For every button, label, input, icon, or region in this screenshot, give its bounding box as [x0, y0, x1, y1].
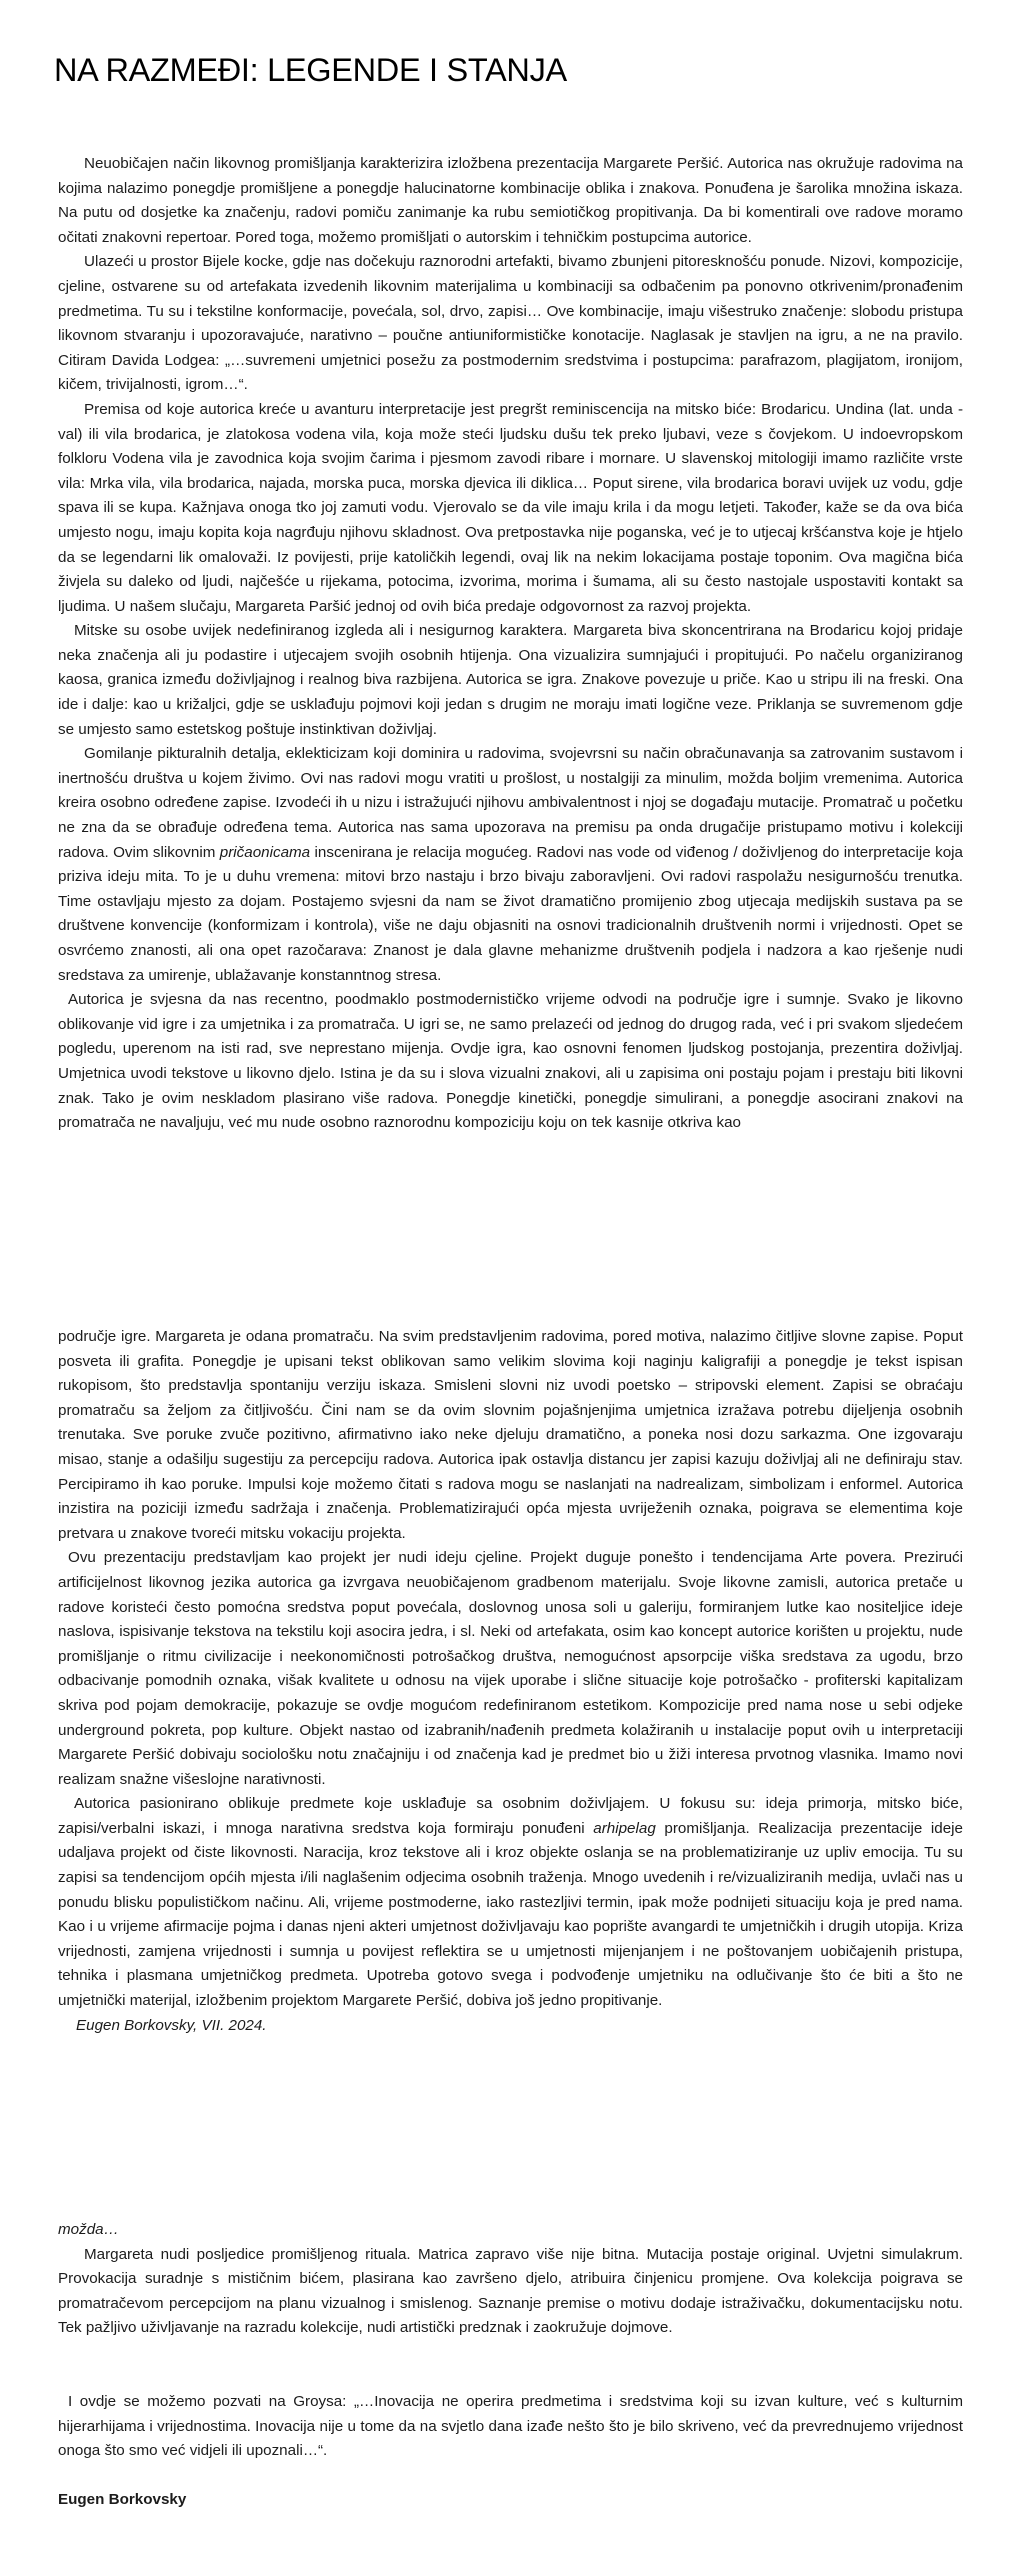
paragraph-intro: Neuobičajen način likovnog promišljanja karakterizira izložbena prezentacija Margarete Peršić. Autorica nas okružuje radovima na kojima nalazimo ponegdje promišljene a ponegdje halucinatorne kombinacije oblika i znakova. Ponuđena je šarolika množina iskaza. Na putu od dosjetke ka značenju, radovi pomiču zanimanje ka rubu semiotičkog propitivanja. Da bi komentirali ove radove moramo očitati znakovni repertoar. Pored toga, možemo promišljati o autorskim i tehničkim postupcima autorice. — [58, 155, 963, 246]
text-run: Gomilanje pikturalnih detalja, eklekticizam koji dominira u radovima, svojevrsni su način obračunavanja sa zatrovanim sustavom i inertnošću društva u kojem živimo. Ovi nas radovi mogu vratiti u prošlost, u nostalgiji za minulim, možda boljim vremenima. Autorica kreira osobno određene zapise. Izvodeći ih u nizu i istražujući njihovu ambivalentnost i njoj se događaju mutacije. Promatrač u početku ne zna da se obrađuje određena tema. Autorica nas sama upozorava na premisu pa onda drugačije pristupamo motivu i kolekciji radova. Ovim slikovnim — [58, 745, 963, 861]
author-signature-dated: Eugen Borkovsky, VII. 2024. — [76, 2016, 267, 2034]
italic-term-arhipelag: arhipelag — [593, 1819, 656, 1837]
essay-section-main — [58, 152, 963, 1136]
paragraph-white-cube: Ulazeći u prostor Bijele kocke, gdje nas dočekuju raznorodni artefakti, bivamo zbunjeni pitoresknošću ponude. Nizovi, kompozicije, cjeline, ostvarene su od artefakata izvedenih likovnim materijalima u kombinaciji sa odbačenim pa ponovno otkrivenim/pronađenim predmetima. Tu su i tekstilne konformacije, povećala, sol, drvo, zapisi… Ove kombinacije, imaju višestruko značenje: slobodu pristupa likovnom stvaranju i upozoravajuće, narativno – poučne antiuniformističke konotacije. Naglasak je stavljen na igru, a ne na pravilo. Citiram Davida Lodgea: „…suvremeni umjetnici posežu za postmodernim sredstvima i postupcima: parafrazom, plagijatom, ironijom, kičem, trivijalnosti, igrom…“. — [58, 253, 963, 394]
essay-section-postscript — [58, 2218, 963, 2341]
paragraph-project-arte-povera: Ovu prezentaciju predstavljam kao projekt jer nudi ideju cjeline. Projekt duguje ponešto i tendencijama Arte povera. Prezirući artificijelnost likovnog jezika autorica ga izvrgava neuobičajenom gradbenom materijalu. Svoje likovne zamisli, autorica pretače u radove koristeći često pomoćna sredstva poput povećala, doslovnog unosa soli u galeriju, formiranjem lutke kao nositeljice ideje naslova, ispisivanje tekstova na tekstilu koji asocira jedra, i sl. Neki od artefakata, osim kao koncept autorice korišten u projektu, nude promišljanje o ritmu civilizacije i neekonomičnosti potrošačkog društva, nemogućnost apsorpcije viška sredstava za ugodu, brzo odbacivanje pomodnih oznaka, višak kvalitete u odnosu na vijek uporabe i slične situacije koje potrošačko - profiterski kapitalizam skriva pod pojam demokracije, pokazuje se ovdje mogućom redefiniranom estetikom. Kompozicije pred nama nose u sebi odjeke underground pokreta, pop kulture. Objekt nastao od izabranih/nađenih predmeta kolažiranih u instalacije poput ovih u interpretaciji Margarete Peršić dobivaju sociološku notu značajniju i od značenja kad je predmet bio u žiži interesa prvotnog vlasnika. Imamo novi realizam snažne višeslojne narativnosti. — [58, 1549, 963, 1788]
paragraph-pictorial-details — [58, 742, 963, 988]
text-run: inscenirana je relacija mogućeg. Radovi nas vode od viđenog / doživljenog do interpretacije koja priziva ideju mita. To je u duhu vremena: mitovi brzo nastaju i brzo bivaju zaboravljeni. Ovi radovi raspolažu nesigurnošću trenutka. Time ostavljaju mjesto za dojam. Postajemo svjesni da nam se život dramatično promijenio zbog utjecaja medijskih sustava pa se društvene konvencije (konformizam i kontrola), više ne daju objasniti na osnovi tradicionalnih društvenih normi i vrijednosti. Opet se osvrćemo znanosti, ali ona opet razočarava: Znanost je dala glavne mehanizme društvenih podjela i nadzora a kao rješenje nudi sredstava za umirenje, ublažavanje konstanntnog stresa. — [58, 843, 963, 984]
paragraph-archipelago — [58, 1792, 963, 2013]
paragraph-play-and-doubt: Autorica je svjesna da nas recentno, poodmaklo postmodernističko vrijeme odvodi na područje igre i sumnje. Svako je likovno oblikovanje vid igre i za umjetnika i za promatrača. U igri se, ne samo prelazeći od jednog do drugog rada, već i pri svakom sljedećem pogledu, uperenom na isti rad, sve neprestano mijenja. Ovdje igra, kao osnovni fenomen ljudskog postojanja, prezentira doživljaj. Umjetnica uvodi tekstove u likovno djelo. Istina je da su i slova vizualni znakovi, ali u zapisima oni postaju pojam i prestaju biti likovni znak. Tako je ovim neskladom plasirano više radova. Ponegdje kinetički, ponegdje simulirani, a ponegdje asocirani znakovi na promatrača ne navaljuju, već mu nude osobno raznorodnu kompoziciju koju on tek kasnije otkriva kao — [58, 991, 963, 1132]
postscript-lead: možda… — [58, 2221, 119, 2238]
text-run: Autorica pasionirano oblikuje predmete koje usklađuje sa osobnim doživljajem. U fokusu su: ideja primorja, mitsko biće, zapisi/verbalni iskazi, i mnoga narativna sredstva koja formiraju ponuđeni — [58, 1795, 963, 1837]
text-run: promišljanja. Realizacija prezentacije ideje udaljava projekt od čiste likovnosti. Naracija, kroz tekstove ali i kroz objekte oslanja se na problematiziranje uz upliv emocija. Tu su zapisi sa tendencijom općih mjesta i/ili naglašenim odjecima osobnih traženja. Mnogo uvedenih i re/vizualiziranih medija, uvlači nas u ponudu blisku populističkom načinu. Ali, vrijeme postmoderne, iako rastezljivi termin, ipak može podnijeti situaciju koja je pred nama. Kao i u vrijeme afirmacije pojma i danas njeni akteri umjetnost doživljavaju kao poprište avangardi te umjetničkih i drugih utopija. Kriza vrijednosti, zamjena vrijednosti i sumnja u povijest reflektira se u umjetnosti mijenjanjem i ne poštovanjem uobičajenih pristupa, tehnika i plasmana umjetničkog predmeta. Upotreba gotovo svega i podvođenje umjetniku na odlučivanje što će biti a što ne umjetnički materijal, izložbenim projektom Margarete Peršić, dobiva još jedno propitivanje. — [58, 1819, 963, 2010]
paragraph-ritual: Margareta nudi posljedice promišljenog rituala. Matrica zapravo više nije bitna. Mutacija postaje original. Uvjetni simulakrum. Provokacija suradnje s mističnim bićem, plasirana kao završeno djelo, atribuira činjenicu promjene. Ova kolekcija poigrava se promatračevom percepcijom na planu vizualnog i smislenog. Saznanje premise o motivu dodaje istraživačku, dokumentacijsku notu. Tek pažljivo uživljavanje na razradu kolekcije, nudi artistički predznak i zaokružuje dojmove. — [58, 2245, 963, 2337]
paragraph-play-and-doubt-continued: područje igre. Margareta je odana promatraču. Na svim predstavljenim radovima, pored motiva, nalazimo čitljive slovne zapise. Poput posveta ili grafita. Ponegdje je upisani tekst oblikovan samo velikim slovima koji naginju kaligrafiji a ponegdje je tekst ispisan rukopisom, što predstavlja spontaniju verziju iskaza. Smisleni slovni niz uvodi poetsko – stripovski element. Zapisi se obraćaju promatraču sa željom za čitljivošću. Čini nam se da ovim slovnim pojašnjenjima umjetnica izražava potrebu dijeljenja osobnih trenutaka. Sve poruke zvuče pozitivno, afirmativno iako neke djeluju dramatično, a poneka nosi dozu sarkazma. One izgovaraju misao, stanje a odašilju sugestiju za percepciju radova. Autorica ipak ostavlja distancu jer zapisi kazuju doživljaj ali ne definiraju stav. Percipiramo ih kao poruke. Impulsi koje možemo čitati s radova mogu se naslanjati na nadrealizam, simbolizam i enformel. Autorica inzistira na poziciji između sadržaja i značenja. Problematizirajući opća mjesta uvriježenih oznaka, poigrava se elementima koje pretvara u znakove tvoreći mitsku vokaciju projekta. — [58, 1328, 963, 1542]
paragraph-groys-quote: I ovdje se možemo pozvati na Groysa: „…Inovacija ne operira predmetima i sredstvima koji su izvan kulture, već s kulturnim hijerarhijama i vrijednostima. Inovacija nije u tome da na svjetlo dana izađe nešto što je bilo skriveno, već da prevrednujemo vrijednost onoga što smo već vidjeli ili upoznali…“. — [58, 2393, 963, 2460]
paragraph-mythic-persons: Mitske su osobe uvijek nedefiniranog izgleda ali i nesigurnog karaktera. Margareta biva skoncentrirana na Brodaricu kojoj pridaje neka značenja ali ju podastire i utjecajem svojih osobnih htijenja. Ona vizualizira sumnjajući i propitujući. Po načelu organiziranog kaosa, granica između doživljajnog i realnog biva razbijena. Autorica se igra. Znakove povezuje u priče. Kao u stripu ili na freski. Ona ide i dalje: kao u križaljci, gdje se usklađuju pojmovi koji jedan s drugim ne moraju imati logične veze. Priklanja se suvremenom gdje se umjesto samo estetskog poštuje instinktivan doživljaj. — [58, 622, 963, 738]
essay-section-continued — [58, 1325, 963, 2038]
essay-section-signature — [58, 2488, 963, 2513]
essay-section-groys-quote — [58, 2390, 963, 2464]
document-title: NA RAZMEĐI: LEGENDE I STANJA — [54, 52, 567, 88]
paragraph-brodarica-myth: Premisa od koje autorica kreće u avanturu interpretacije jest pregršt reminiscencija na mitsko biće: Brodaricu. Undina (lat. unda - val) ili vila brodarica, je zlatokosa vodena vila, koja može steći ljudsku dušu tek preko ljubavi, veze s čovjekom. U indoevropskom folkloru Vodena vila je zavodnica koja svojim čarima i pjesmom zavodi ribare i mornare. U slavenskoj mitologiji imamo različite vrste vila: Mrka vila, vila brodarica, najada, morska puca, morska djevica ili diklica… Poput sirene, vila brodarica boravi uvijek uz vodu, gdje spava ili se kupa. Kažnjava onoga tko joj zamuti vodu. Vjerovalo se da vile imaju krila i da mogu letjeti. Također, kaže se da ova bića umjesto nogu, imaju kopita koja nagrđuju njihovu skladnost. Ova pretpostavka nije poganska, već je to utjecaj kršćanstva koje je htjelo da se legendarni lik omalovaži. Iz povijesti, prije katoličkih legendi, ovaj lik na nekim lokacijama postaje toponim. Ova magična bića živjela su daleko od ljudi, najčešće u rijekama, potocima, izvorima, morima i šumama, ali su često nastojale uspostaviti kontakt sa ljudima. U našem slučaju, Margareta Paršić jednoj od ovih bića predaje odgovornost za razvoj projekta. — [58, 400, 963, 615]
italic-term-pricaonicama: pričaonicama — [219, 843, 311, 861]
author-signature: Eugen Borkovsky — [58, 2491, 187, 2508]
